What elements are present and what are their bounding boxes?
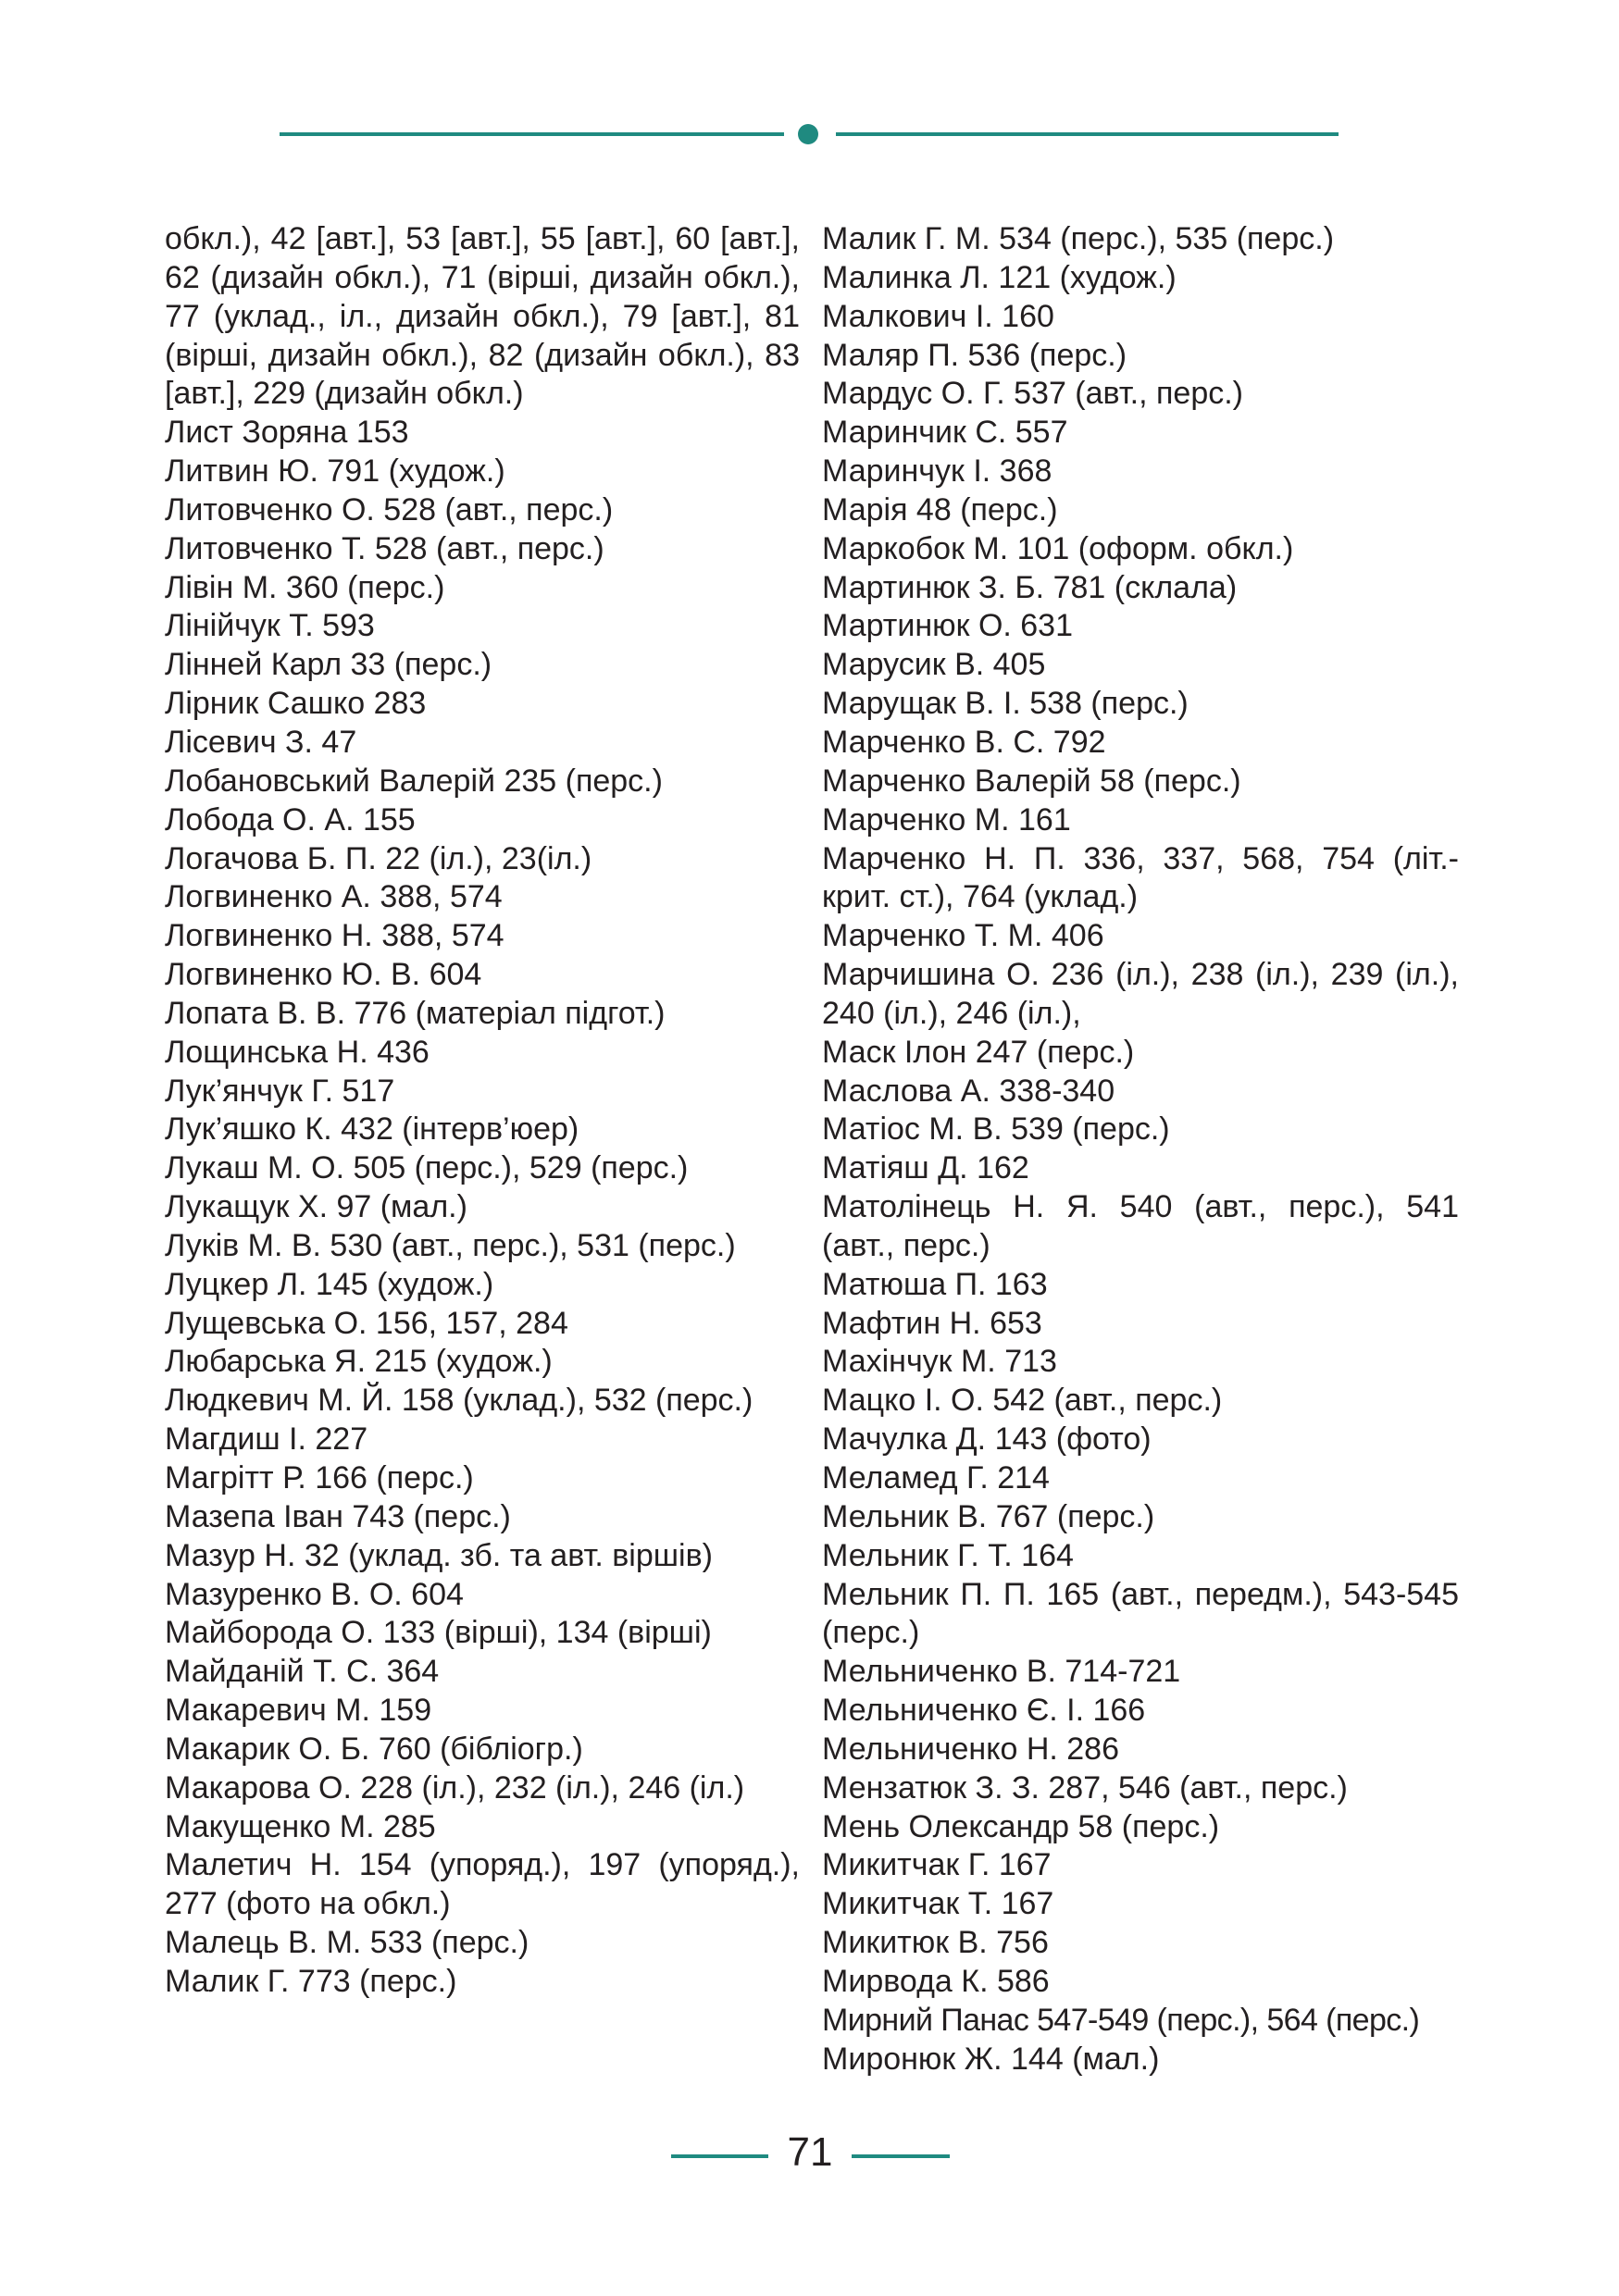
index-entry: Марущак В. І. 538 (перс.) xyxy=(822,686,1189,722)
index-entry: Магрітт Р. 166 (перс.) xyxy=(165,1460,474,1496)
index-entry: Малетич Н. 154 (упоряд.), 197 (упоряд.), 277 (фото на обкл.) xyxy=(165,1847,800,1922)
index-entry: Матюша П. 163 xyxy=(822,1266,1048,1302)
index-entry: Марія 48 (перс.) xyxy=(822,491,1058,527)
index-entry: Литвин Ю. 791 (худож.) xyxy=(165,453,505,490)
index-entry: Литовченко Т. 528 (авт., перс.) xyxy=(165,530,604,566)
index-entry: Мельниченко Н. 286 xyxy=(822,1731,1119,1767)
index-entry: Мирний Панас 547-549 (перс.), 564 (перс.) xyxy=(822,2002,1420,2038)
index-entry: Логвиненко Н. 388, 574 xyxy=(165,918,504,954)
footer-rule-left xyxy=(671,2154,768,2158)
index-entry: Макарова О. 228 (іл.), 232 (іл.), 246 (іл.) xyxy=(165,1769,745,1806)
header-ornament-dot xyxy=(798,124,818,144)
index-entry: Мельник Г. Т. 164 xyxy=(822,1537,1074,1573)
index-entry: Логвиненко А. 388, 574 xyxy=(165,879,503,915)
index-entry: Матіяш Д. 162 xyxy=(822,1150,1029,1186)
index-entry: Мартинюк О. 631 xyxy=(822,608,1074,644)
index-entry: обкл.), 42 [авт.], 53 [авт.], 55 [авт.], 60 [авт.], 62 (дизайн обкл.), 71 (вірші, дизайн обкл.), 77 (уклад., іл., дизайн обкл.), 79 [авт.], 81 (вірші, дизайн обкл.), 82 (дизайн обкл.), 83 [авт.], 229 (дизайн обкл.) xyxy=(165,221,800,412)
index-entry: Лобановський Валерій 235 (перс.) xyxy=(165,763,663,799)
index-entry: Макаревич М. 159 xyxy=(165,1693,432,1729)
index-column-left xyxy=(165,220,800,2002)
index-entry: Марусик В. 405 xyxy=(822,647,1046,683)
index-entry: Лощинська Н. 436 xyxy=(165,1034,430,1070)
footer-rule-right xyxy=(852,2154,950,2158)
index-entry: Мацко І. О. 542 (авт., перс.) xyxy=(822,1383,1223,1419)
index-entry: Лобода О. А. 155 xyxy=(165,801,416,838)
index-entry: Людкевич М. Й. 158 (уклад.), 532 (перс.) xyxy=(165,1383,753,1419)
index-entry: Малинка Л. 121 (худож.) xyxy=(822,259,1177,295)
index-entry: Макарик О. Б. 760 (бібліогр.) xyxy=(165,1731,583,1767)
index-entry: Луцкер Л. 145 (худож.) xyxy=(165,1266,494,1302)
index-entry: Магдиш І. 227 xyxy=(165,1421,368,1458)
index-entry: Лінійчук Т. 593 xyxy=(165,608,375,644)
index-entry: Логачова Б. П. 22 (іл.), 23(іл.) xyxy=(165,840,592,876)
index-entry: Миронюк Ж. 144 (мал.) xyxy=(822,2041,1160,2077)
index-entry: Мень Олександр 58 (перс.) xyxy=(822,1808,1220,1844)
index-entry: Микитчак Г. 167 xyxy=(822,1847,1052,1883)
index-entry: Махінчук М. 713 xyxy=(822,1344,1057,1380)
index-entry: Мельниченко Є. І. 166 xyxy=(822,1693,1146,1729)
index-entry: Мардус О. Г. 537 (авт., перс.) xyxy=(822,376,1243,412)
index-entry: Майборода О. 133 (вірші), 134 (вірші) xyxy=(165,1615,712,1651)
index-entry: Малик Г. М. 534 (перс.), 535 (перс.) xyxy=(822,221,1335,256)
index-entry: Малик Г. 773 (перс.) xyxy=(165,1963,457,1999)
index-entry: Лірник Сашко 283 xyxy=(165,686,427,722)
index-entry: Мазуренко В. О. 604 xyxy=(165,1576,464,1612)
index-entry: Маслова А. 338-340 xyxy=(822,1073,1115,1109)
index-entry: Малець В. М. 533 (перс.) xyxy=(165,1925,529,1961)
index-entry: Марчишина О. 236 (іл.), 238 (іл.), 239 (іл.), 240 (іл.), 246 (іл.), xyxy=(822,957,1459,1031)
index-entry: Матіос М. В. 539 (перс.) xyxy=(822,1111,1170,1148)
index-entry: Мачулка Д. 143 (фото) xyxy=(822,1421,1152,1458)
index-entry: Марченко Т. М. 406 xyxy=(822,918,1104,954)
index-entry: Мазур Н. 32 (уклад. зб. та авт. віршів) xyxy=(165,1537,713,1573)
index-entry: Лук’янчук Г. 517 xyxy=(165,1073,395,1109)
index-entry: Меламед Г. 214 xyxy=(822,1460,1050,1496)
page-number: 71 xyxy=(787,2129,833,2175)
index-entry: Марченко Н. П. 336, 337, 568, 754 (літ.-крит. ст.), 764 (уклад.) xyxy=(822,840,1459,915)
index-entry: Малкович І. 160 xyxy=(822,298,1054,334)
index-entry: Марченко Валерій 58 (перс.) xyxy=(822,763,1241,799)
index-column-right xyxy=(822,220,1459,2079)
index-entry: Мельник В. 767 (перс.) xyxy=(822,1498,1155,1534)
index-entry: Лівін М. 360 (перс.) xyxy=(165,569,445,605)
index-entry: Марченко В. С. 792 xyxy=(822,724,1106,760)
index-entry: Макущенко М. 285 xyxy=(165,1808,436,1844)
index-entry: Лук’яшко К. 432 (інтерв’юер) xyxy=(165,1111,579,1148)
index-entry: Матолінець Н. Я. 540 (авт., перс.), 541 (авт., перс.) xyxy=(822,1189,1459,1263)
index-entry: Лукаш М. О. 505 (перс.), 529 (перс.) xyxy=(165,1150,689,1186)
index-entry: Марченко М. 161 xyxy=(822,801,1071,838)
index-entry: Маркобок М. 101 (оформ. обкл.) xyxy=(822,530,1294,566)
index-entry: Мазепа Іван 743 (перс.) xyxy=(165,1498,511,1534)
index-entry: Мирвода К. 586 xyxy=(822,1963,1050,1999)
index-entry: Луків М. В. 530 (авт., перс.), 531 (перс.) xyxy=(165,1227,736,1263)
index-entry: Мельник П. П. 165 (авт., передм.), 543-545 (перс.) xyxy=(822,1576,1459,1651)
index-entry: Мартинюк З. Б. 781 (склала) xyxy=(822,569,1238,605)
index-entry: Литовченко О. 528 (авт., перс.) xyxy=(165,491,614,527)
index-entry: Лущевська О. 156, 157, 284 xyxy=(165,1305,568,1341)
index-entry: Лопата В. В. 776 (матеріал підгот.) xyxy=(165,995,666,1031)
index-entry: Мензатюк З. З. 287, 546 (авт., перс.) xyxy=(822,1769,1348,1806)
index-entry: Маринчик С. 557 xyxy=(822,415,1068,451)
index-entry: Лукащук Х. 97 (мал.) xyxy=(165,1189,467,1225)
index-entry: Микитюк В. 756 xyxy=(822,1925,1049,1961)
index-entry: Майданій Т. С. 364 xyxy=(165,1654,440,1690)
header-rule-left xyxy=(280,132,784,136)
index-entry: Лінней Карл 33 (перс.) xyxy=(165,647,492,683)
index-entry: Лісевич З. 47 xyxy=(165,724,357,760)
index-entry: Мафтин Н. 653 xyxy=(822,1305,1042,1341)
index-entry: Микитчак Т. 167 xyxy=(822,1886,1054,1922)
index-entry: Любарська Я. 215 (худож.) xyxy=(165,1344,553,1380)
header-rule-right xyxy=(836,132,1339,136)
index-entry: Маринчук І. 368 xyxy=(822,453,1052,490)
index-entry: Мельниченко В. 714-721 xyxy=(822,1654,1181,1690)
index-entry: Маск Ілон 247 (перс.) xyxy=(822,1034,1135,1070)
index-entry: Логвиненко Ю. В. 604 xyxy=(165,957,482,993)
index-entry: Маляр П. 536 (перс.) xyxy=(822,337,1127,373)
index-entry: Лист Зоряна 153 xyxy=(165,415,409,451)
